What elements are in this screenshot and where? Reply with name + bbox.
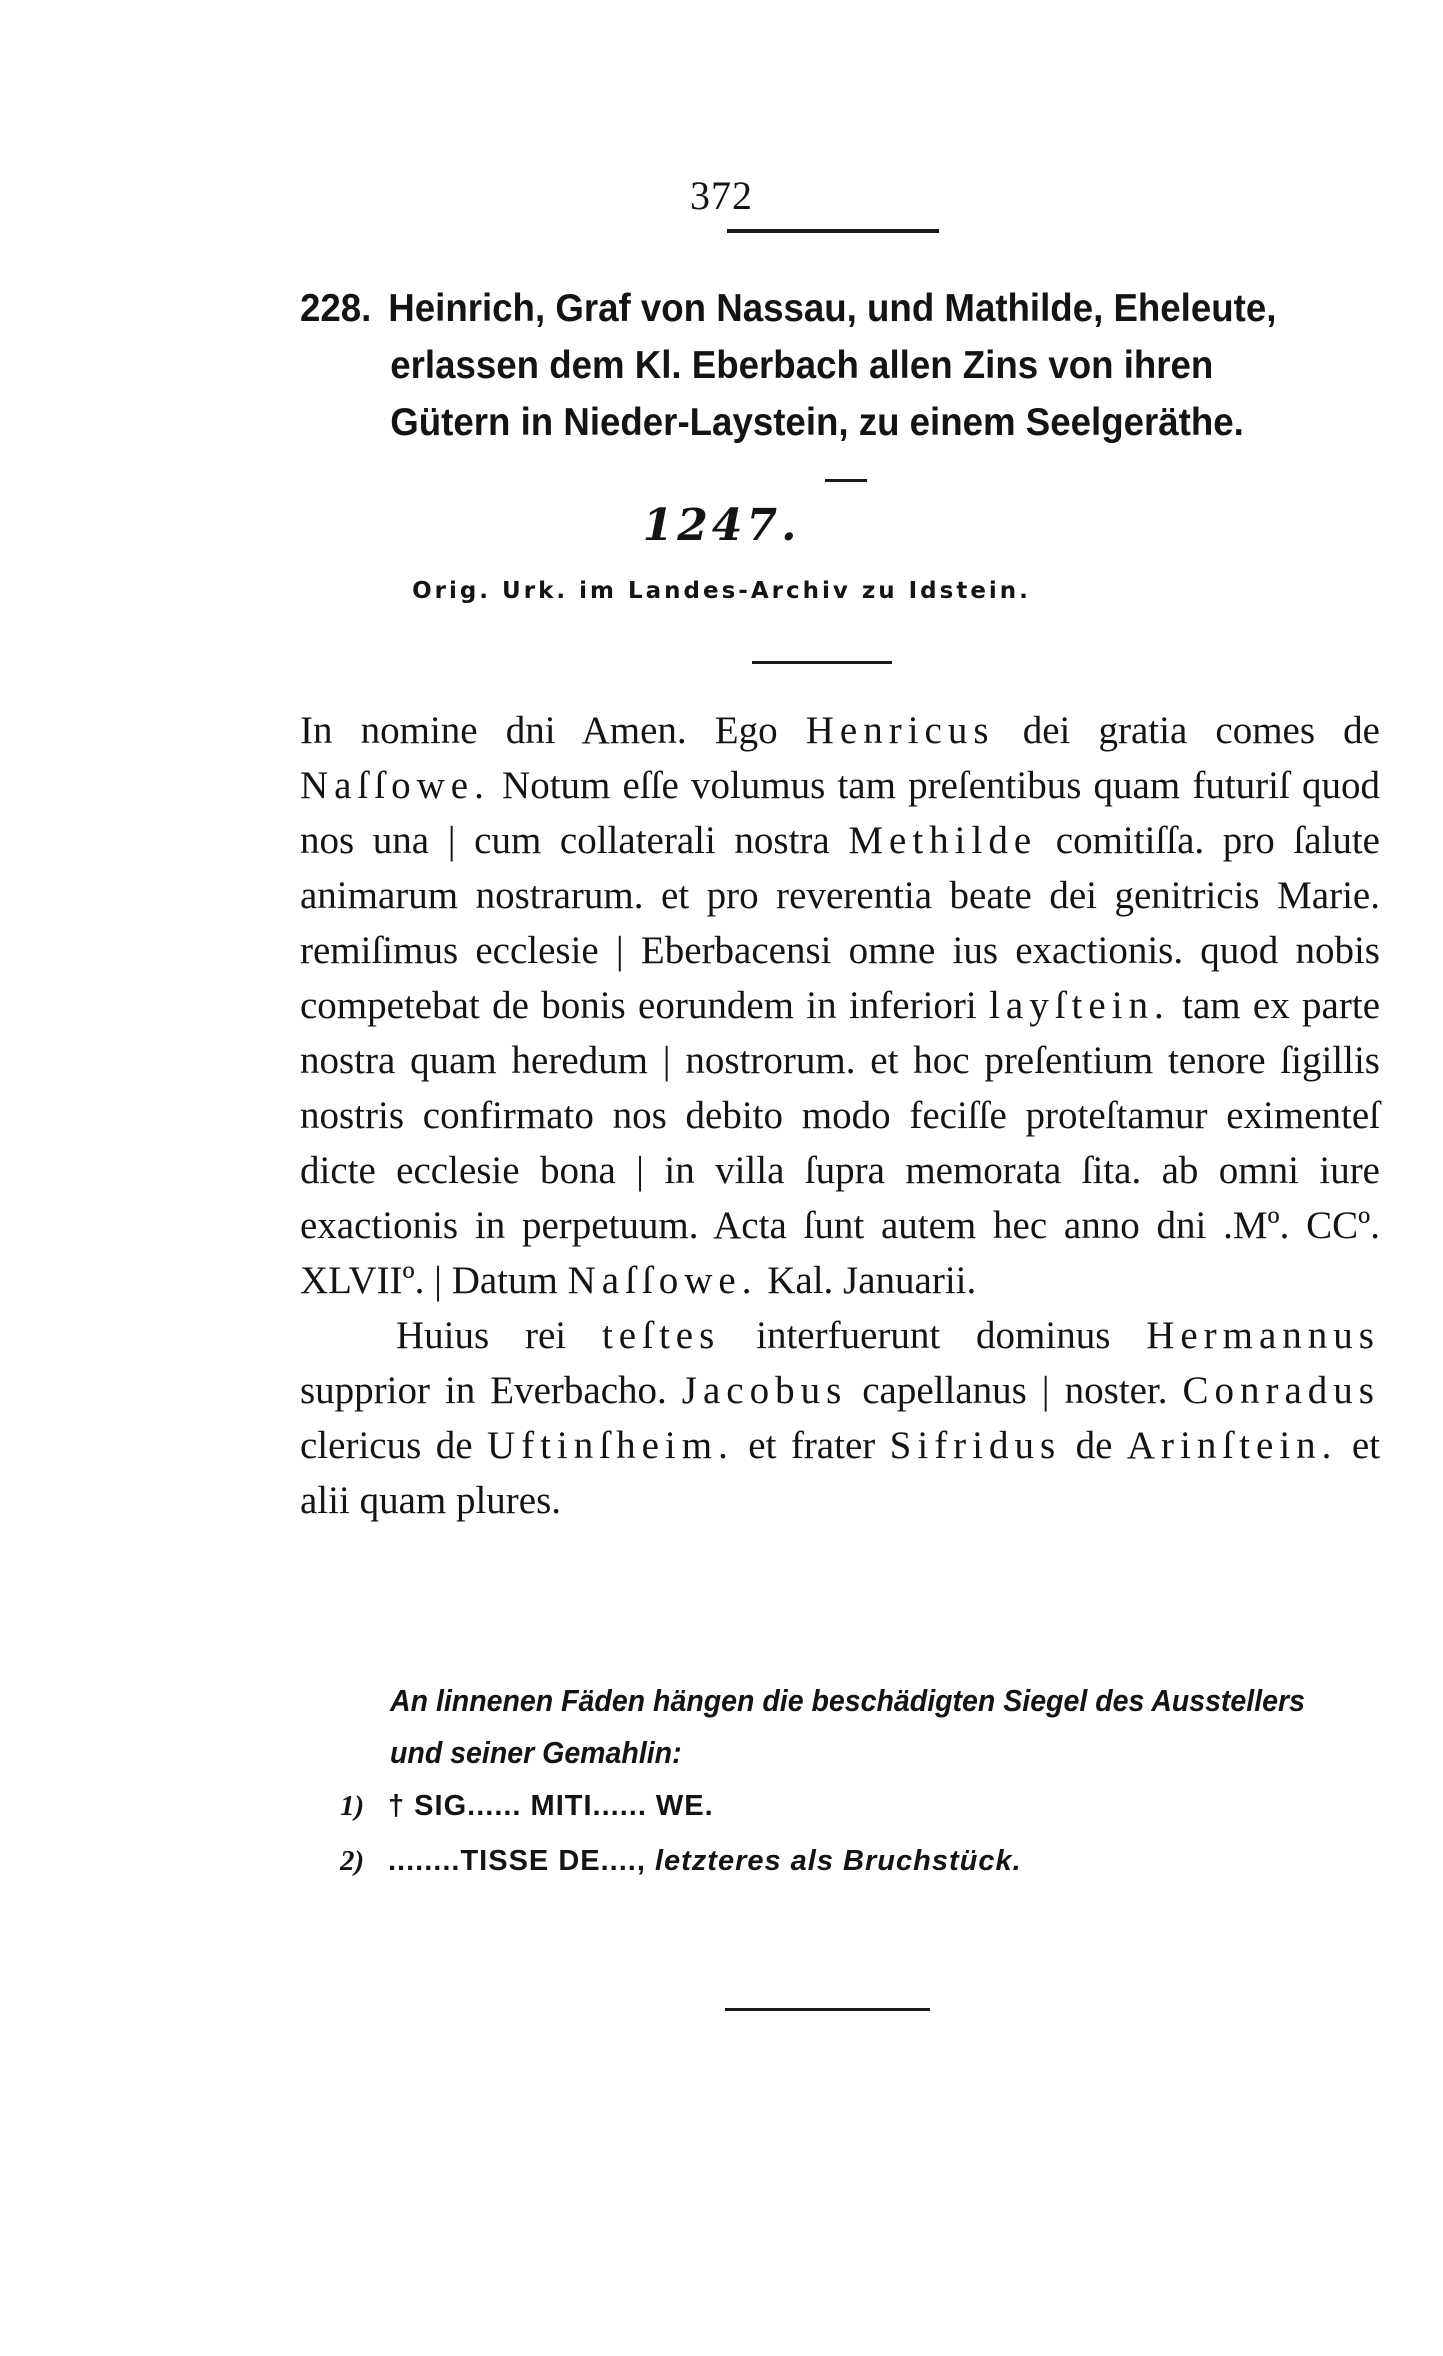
text-run: tam ex parte nostra quam heredum | nostrorum. et hoc preſentium tenore ſigillis nostris confirmato nos debito modo feciſſe proteſtamur eximenteſ dicte ecclesie bona | in villa ſupra memorata ſita. ab omni iure exactionis in perpetuum. Acta ſunt autem hec anno dni .Mº. CCº. XLVIIº. | Datum — [300, 984, 1380, 1302]
spaced-name: Methilde — [848, 819, 1038, 862]
charter-text — [300, 703, 1380, 1528]
text-run: Kal. Januarii. — [757, 1259, 977, 1302]
seal-item-2 — [340, 1833, 1390, 1888]
heading-text-1: Heinrich, Graf von Nassau, und Mathilde, Eheleute, — [388, 287, 1277, 330]
spaced-name: teſtes — [601, 1314, 721, 1357]
charter-paragraph-2 — [300, 1308, 1380, 1528]
short-dash — [825, 479, 867, 482]
text-run: de — [1061, 1424, 1127, 1467]
spaced-name: Uftinſheim. — [486, 1424, 734, 1467]
charter-paragraph-1 — [300, 703, 1380, 1308]
text-run: interfuerunt dominus — [720, 1314, 1147, 1357]
heading-line-3: Gütern in Nieder-Laystein, zu einem Seelgeräthe. — [390, 401, 1244, 444]
text-run: clericus de — [300, 1424, 487, 1467]
seal-list — [340, 1778, 1390, 1888]
text-run: et frater — [733, 1424, 890, 1467]
text-run: Notum eſſe volumus tam preſentibus quam futuriſ quod nos una | cum collaterali nostra — [300, 764, 1380, 862]
spaced-name: Naſſowe. — [300, 764, 490, 807]
page-number: 372 — [690, 173, 753, 218]
spaced-name: layſtein. — [989, 984, 1170, 1027]
seal-inscription: † SIG...... MITI...... WE. — [388, 1790, 714, 1822]
seal-inscription: ........TISSE DE...., — [388, 1845, 646, 1877]
spaced-name: Sifridus — [889, 1424, 1062, 1467]
heading-line-1 — [300, 280, 1325, 337]
seal-number: 2) — [340, 1845, 365, 1877]
top-rule — [727, 229, 939, 233]
document-year: 1247. — [642, 500, 801, 551]
spaced-name: Arinſtein. — [1126, 1424, 1338, 1467]
seal-remark: letzteres als Bruchstück. — [645, 1845, 1022, 1877]
spaced-name: Naſſowe. — [567, 1259, 758, 1302]
text-run: comitiſſa. pro ſalute animarum nostrarum. et pro reverentia beate dei genitricis Marie. remiſimus ecclesie | Eberbacensi omne ius exactionis. quod nobis competebat de bonis eorundem in inferiori — [300, 819, 1380, 1027]
section-rule — [752, 661, 892, 664]
spaced-name: Jacobus — [681, 1369, 848, 1412]
text-run: et alii quam plures. — [300, 1424, 1380, 1522]
text-run: Huius rei — [396, 1314, 602, 1357]
text-run: supprior in Everbacho. — [300, 1369, 682, 1412]
spaced-name: Henricus — [805, 709, 995, 752]
seal-number: 1) — [340, 1790, 365, 1822]
seal-note: An linnenen Fäden hängen die beschädigten Siegel des Ausstellers und seiner Gemahlin: — [390, 1683, 1305, 1770]
spaced-name: Conradus — [1182, 1369, 1380, 1412]
seal-item-1 — [340, 1778, 1390, 1833]
text-run: dei gratia comes de — [994, 709, 1380, 752]
source-citation: Orig. Urk. im Landes-Archiv zu Idstein. — [412, 578, 1031, 604]
bottom-rule — [725, 2008, 930, 2011]
heading-line-2: erlassen dem Kl. Eberbach allen Zins von ihren — [390, 344, 1214, 387]
text-run: capellanus | noster. — [847, 1369, 1183, 1412]
document-number: 228. — [300, 287, 372, 330]
spaced-name: Hermannus — [1146, 1314, 1380, 1357]
document-heading — [300, 280, 1325, 451]
text-run: In nomine dni Amen. Ego — [300, 709, 806, 752]
